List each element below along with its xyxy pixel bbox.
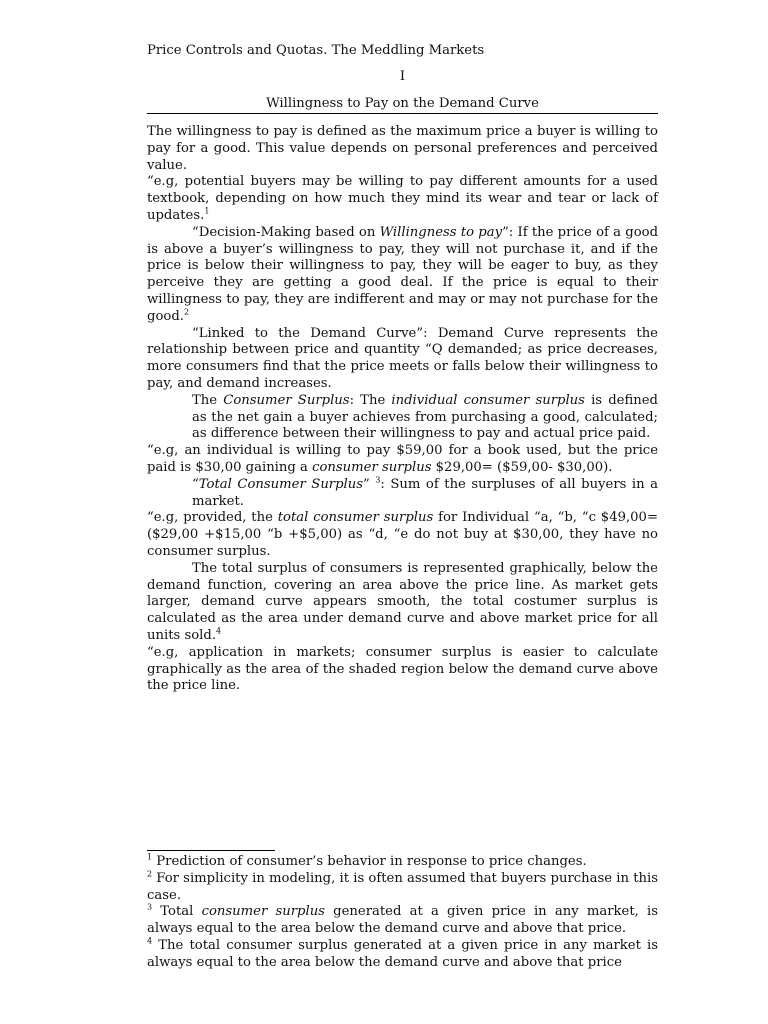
p3-text-b: ”: If the price of a good is above a buyer’s willingness to pay, they will not purchase it, and if the price is below their willingness to pay, they will be eager to buy, as they perceive they are getting a good deal. If the price is equal to their willingness to pay, they are indifferent and may or may not purchase for the good. — [147, 224, 659, 324]
paragraph-example-markets — [147, 645, 658, 695]
p6-text-b: $29,00= ($59,00- $30,00). — [431, 459, 613, 475]
footnote-2 — [147, 871, 658, 905]
p7-text-a: “ — [192, 476, 199, 492]
paragraph-demand-curve — [147, 326, 658, 393]
p7-text-c: : Sum of the surpluses of all buyers in a market. — [192, 476, 659, 509]
p3-emphasis: Willingness to pay — [379, 224, 503, 240]
p5-text-c: is defined as the net gain a buyer achieves from purchasing a good, calculated; as difference between their willingness to pay and actual price paid. — [192, 392, 659, 442]
footnotes — [147, 854, 658, 972]
footnote-3-text-b: generated at a given price in any market, is always equal to the area below the demand curve and above that price. — [147, 904, 658, 937]
footnote-ref-3[interactable]: 3 — [375, 475, 381, 485]
paragraph-example-textbook — [147, 174, 658, 224]
p5-text-b: : The — [349, 392, 392, 408]
paragraph-example-individuals — [147, 510, 658, 560]
p6-emphasis: consumer surplus — [312, 459, 432, 475]
body-text — [147, 124, 658, 695]
running-header: Price Controls and Quotas. The Meddling Markets — [147, 43, 485, 58]
p1-text: The willingness to pay is defined as the maximum price a buyer is willing to pay for a good. This value depends on personal preferences and perceived value. — [147, 124, 658, 173]
header-rule — [147, 113, 658, 114]
footnote-2-marker: 2 — [147, 869, 153, 879]
section-title: Willingness to Pay on the Demand Curve — [266, 96, 539, 111]
p7-emphasis: Total Consumer Surplus — [198, 476, 364, 492]
footnote-ref-2[interactable]: 2 — [183, 307, 190, 317]
paragraph-example-book — [147, 443, 658, 477]
paragraph-graphical — [147, 561, 658, 645]
footnote-4-text: The total consumer surplus generated at a given price in any market is always equal to the area below the demand curve and above that price — [147, 937, 658, 970]
p5-text-a: The — [192, 392, 224, 408]
footnote-ref-4[interactable]: 4 — [216, 626, 222, 636]
p5-emphasis-2: individual consumer surplus — [391, 392, 585, 408]
footnote-1-marker: 1 — [147, 852, 153, 862]
paragraph-consumer-surplus — [192, 393, 658, 443]
p4-text: “Linked to the Demand Curve”: Demand Curve represents the relationship between price and quantity “Q demanded; as price decreases, more consumers find that the price meets or falls below their willingness to pay, and demand increases. — [147, 325, 658, 391]
p8-text-a: “e.g, provided, the — [147, 510, 278, 526]
paragraph-total-consumer-surplus — [192, 477, 658, 511]
p3-text-a: “Decision-Making based on — [192, 224, 380, 240]
chapter-number: I — [399, 69, 406, 84]
footnote-2-text: For simplicity in modeling, it is often assumed that buyers purchase in this case. — [147, 870, 658, 903]
p5-emphasis-1: Consumer Surplus — [223, 392, 350, 408]
paragraph-decision-making — [147, 225, 658, 326]
p2-text: “e.g, potential buyers may be willing to pay different amounts for a used textbook, depending on how much they mind its wear and tear or lack of updates. — [147, 174, 658, 223]
footnote-4-marker: 4 — [147, 936, 153, 946]
footnote-4 — [147, 938, 658, 972]
p7-text-b: ” — [363, 476, 376, 492]
p6-text-a: “e.g, an individual is willing to pay $59,00 for a book used, but the price paid is $30,00 gaining a — [147, 443, 658, 475]
p10-text: “e.g, application in markets; consumer surplus is easier to calculate graphically as the area of the shaded region below the demand curve above the price line. — [147, 644, 658, 694]
footnote-1-text: Prediction of consumer’s behavior in response to price changes. — [152, 854, 587, 869]
paragraph-definition — [147, 124, 658, 174]
p8-emphasis: total consumer surplus — [277, 510, 434, 526]
footnote-separator — [147, 850, 275, 851]
footnote-3-emphasis: consumer surplus — [201, 904, 325, 920]
footnote-3-marker: 3 — [147, 903, 153, 912]
footnote-3-text-a: Total — [152, 904, 202, 920]
footnote-ref-1[interactable]: 1 — [204, 206, 210, 216]
p9-text: The total surplus of consumers is represented graphically, below the demand function, covering an area above the price line. As market gets larger, demand curve appears smooth, the total costumer surplus is calculated as the area under demand curve and above market price for all units sold. — [147, 560, 658, 643]
footnote-3 — [147, 904, 658, 938]
p8-text-b: for Individual “a, “b, “c $49,00= ($29,00 +$15,00 “b +$5,00) as “d, “e do not buy at $30,00, they have no consumer surplus. — [147, 510, 658, 559]
footnote-1 — [147, 854, 658, 871]
